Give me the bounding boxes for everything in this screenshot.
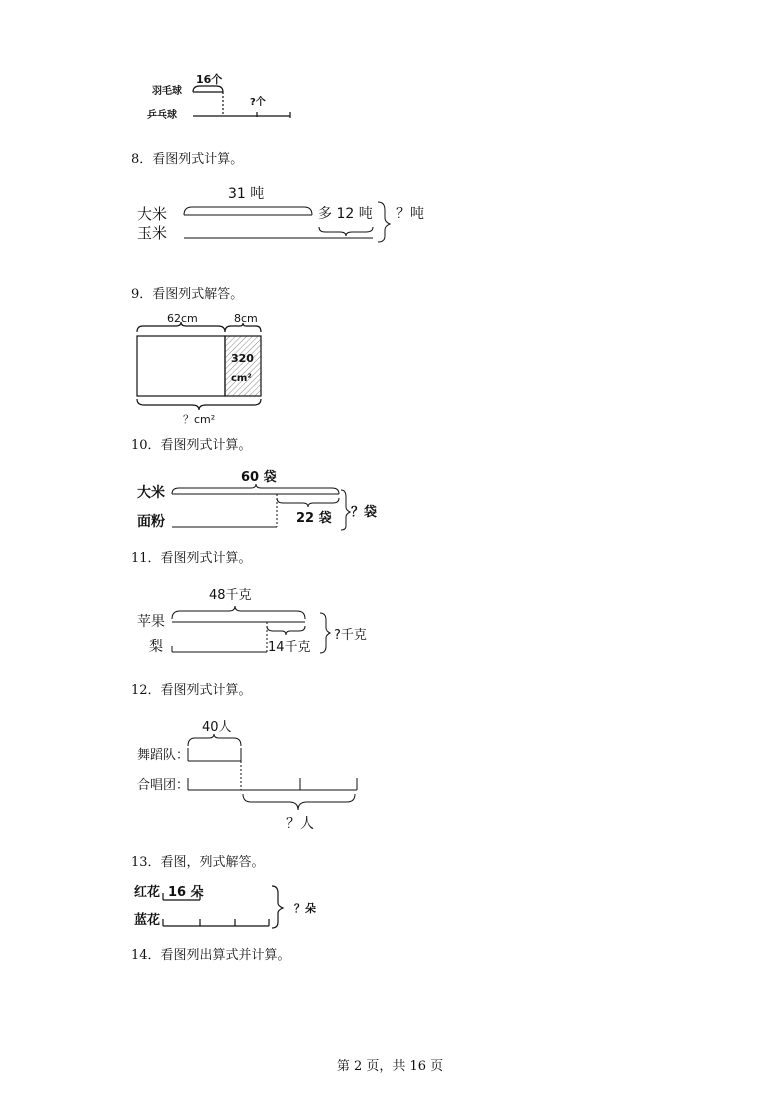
- q8-label-a: 大米: [137, 205, 168, 223]
- q7-label-b: 乒乓球: [147, 110, 177, 121]
- q10-known: 60 袋: [241, 470, 277, 485]
- question-13-diagram: [134, 884, 316, 928]
- question-10-diagram: [137, 469, 377, 530]
- q9-brace-bottom: [137, 399, 261, 410]
- q11-label-b: 梨: [149, 639, 163, 655]
- q10-label-a: 大米: [137, 485, 165, 501]
- q13-known: 16 朵: [168, 885, 204, 900]
- q11-label-a: 苹果: [137, 614, 165, 630]
- q8-brace-total: [378, 202, 390, 242]
- q10-brace-total: [341, 490, 350, 530]
- q11-diff: 14千克: [268, 640, 311, 655]
- page-footer: 第 2 页，共 16 页: [336, 1059, 444, 1074]
- question-11-title: 11．看图列式计算。: [131, 551, 252, 566]
- q10-unknown: ？袋: [351, 505, 378, 520]
- q8-known: 31 吨: [228, 186, 265, 202]
- q8-unknown: ？吨: [396, 206, 424, 222]
- q12-brace-bottom: [243, 794, 355, 810]
- q13-brace-total: [272, 886, 283, 928]
- q10-brace-diff: [277, 498, 339, 507]
- question-9-diagram: [137, 312, 261, 426]
- q11-brace-top: [172, 606, 305, 619]
- q7-unknown: ?个: [250, 97, 266, 108]
- q9-rect-b: [225, 336, 261, 396]
- question-12-title: 12．看图列式计算。: [131, 683, 252, 698]
- question-14-title: 14．看图列出算式并计算。: [131, 948, 291, 963]
- question-12-diagram: [137, 720, 357, 832]
- q10-label-b: 面粉: [137, 514, 165, 530]
- q11-brace-diff: [267, 626, 305, 635]
- question-10-title: 10．看图列式计算。: [131, 438, 252, 453]
- q13-label-b: 蓝花: [134, 913, 161, 928]
- q9-width-b: 8cm: [234, 312, 258, 325]
- q10-diff: 22 袋: [296, 511, 332, 526]
- q7-brace: [193, 86, 223, 92]
- q11-unknown: ?千克: [334, 628, 367, 643]
- q8-brace-top: [184, 207, 312, 215]
- question-7-diagram: [147, 72, 290, 121]
- question-9-title: 9．看图列式解答。: [131, 287, 244, 302]
- q9-width-a: 62cm: [167, 312, 198, 325]
- question-8-title: 8．看图列式计算。: [131, 152, 244, 167]
- q7-label-a: 羽毛球: [152, 86, 182, 97]
- q7-known: 16个: [196, 73, 223, 86]
- q11-known: 48千克: [209, 588, 252, 603]
- q10-brace-top: [172, 484, 339, 494]
- q13-unknown: ？朵: [294, 902, 316, 915]
- q13-label-a: 红花: [134, 885, 161, 900]
- question-8-diagram: [137, 186, 424, 242]
- q8-diff: 多 12 吨: [318, 206, 373, 222]
- q9-area-value: 320: [231, 352, 254, 365]
- q9-area-unit: cm²: [231, 373, 252, 384]
- q12-label-a: 舞蹈队：: [137, 748, 190, 763]
- q12-label-b: 合唱团：: [137, 778, 190, 793]
- question-13-title: 13．看图，列式解答。: [131, 855, 265, 870]
- q8-label-b: 玉米: [137, 224, 168, 242]
- q12-brace-top: [188, 734, 241, 746]
- q12-known: 40人: [202, 720, 232, 735]
- q9-unknown: ？cm²: [183, 413, 216, 426]
- question-11-diagram: [137, 587, 367, 655]
- q9-brace-a: [137, 322, 225, 332]
- q11-brace-total: [320, 613, 330, 653]
- q9-rect-a: [137, 336, 225, 396]
- q8-brace-diff: [319, 227, 373, 236]
- q12-unknown: ？人: [286, 816, 314, 832]
